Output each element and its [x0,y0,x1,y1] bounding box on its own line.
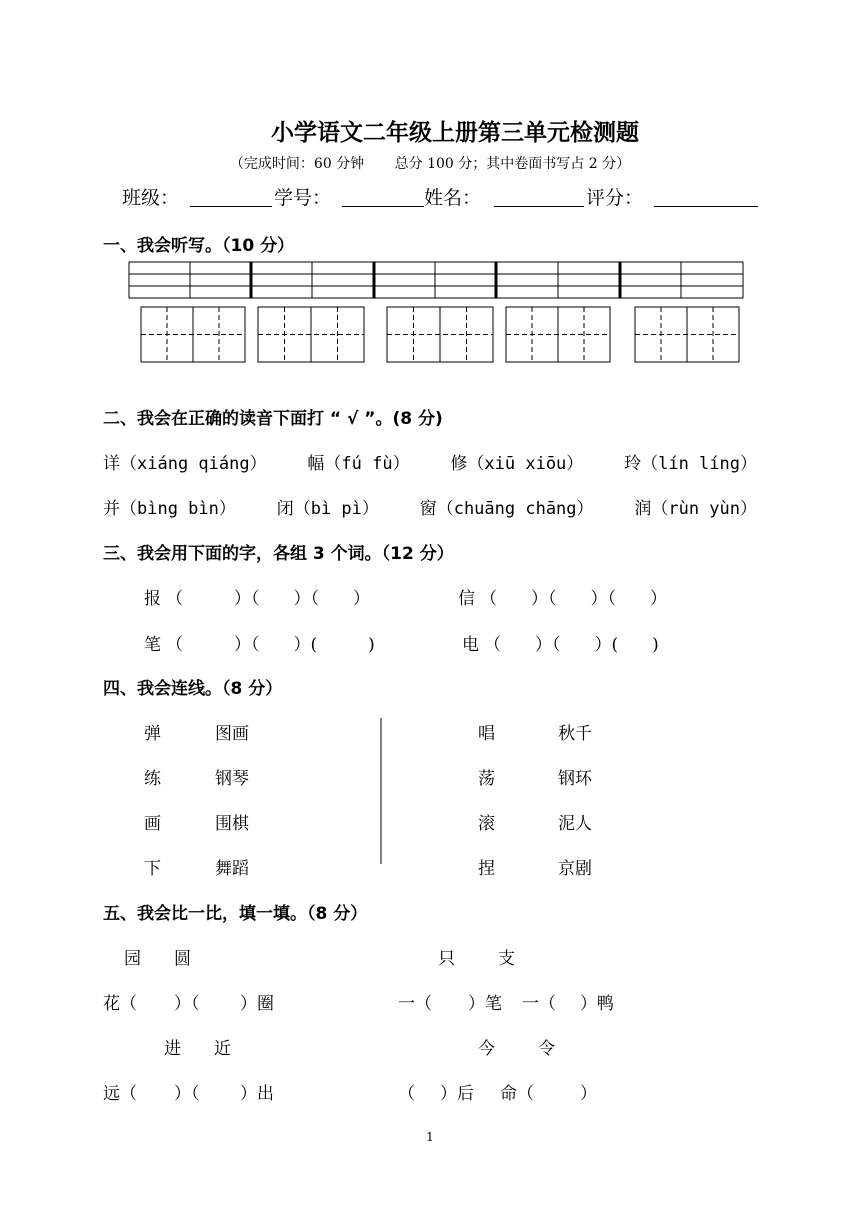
compare-char: 圆 [174,949,191,969]
score-note: 总分 100 分；其中卷面书写占 2 分） [394,156,631,172]
char-box-pair-5 [635,307,739,362]
match-right-char[interactable]: 荡 [478,769,495,789]
match-left-word[interactable]: 图画 [215,724,249,744]
name-label: 姓名： [424,187,482,209]
fill-text: （ [398,1084,415,1104]
character-boxes[interactable] [141,307,739,362]
compare-char: 进 [164,1039,181,1059]
word-blanks[interactable]: （ ）（ ）（ ） [480,589,667,609]
pinyin-item[interactable]: 窗（chuāng chāng） [419,499,594,519]
section-2-heading: 二、我会在正确的读音下面打 “ √ ”。(8 分) [103,409,443,429]
match-right-word[interactable]: 京剧 [558,859,592,879]
pinyin-row-1 [103,449,757,474]
pinyin-item[interactable]: 并（bìng bìn） [103,499,236,519]
pinyin-item[interactable]: 幅（fú fù） [307,454,410,474]
section-4-heading: 四、我会连线。（8 分） [103,679,283,699]
char-box-pair-1 [141,307,245,362]
word-blanks[interactable]: （ ）（ ）（ ） [166,589,370,609]
fill-text: ）（ [174,1084,200,1104]
match-right-char[interactable]: 捏 [478,859,495,879]
word-char: 报 [144,589,161,609]
pinyin-grid[interactable] [129,262,743,298]
fill-text: 远（ [103,1084,137,1104]
match-right-word[interactable]: 泥人 [558,814,592,834]
page-number: 1 [426,1130,434,1144]
fill-text: ）鸭 [580,994,614,1014]
match-left-char[interactable]: 弹 [144,724,161,744]
time-note: （完成时间：60 分钟 [229,156,365,172]
pinyin-row-2 [103,494,757,519]
match-left-word[interactable]: 钢琴 [215,769,249,789]
char-box-pair-2 [258,307,364,362]
compare-char: 只 [438,949,455,969]
match-left-char[interactable]: 下 [144,859,161,879]
fill-text: 命（ [500,1084,534,1104]
compare-char: 令 [538,1039,555,1059]
word-char: 电 [462,635,479,655]
fill-text: ）后 [440,1084,474,1104]
pinyin-item[interactable]: 闭（bì pì） [276,499,379,519]
pinyin-item[interactable]: 详（xiáng qiáng） [103,454,267,474]
fill-text: ）圈 [240,994,274,1014]
match-right-char[interactable]: 唱 [478,724,495,744]
pinyin-item[interactable]: 修（xiū xiōu） [450,454,584,474]
compare-char: 支 [498,949,515,969]
char-box-pair-3 [387,307,493,362]
fill-text: 花（ [103,994,137,1014]
fill-text: ）笔 [468,994,502,1014]
pinyin-item[interactable]: 润（rùn yùn） [634,499,757,519]
number-label: 学号： [274,187,332,209]
char-box-pair-4 [506,307,610,362]
fill-text: ）出 [240,1084,274,1104]
match-left-word[interactable]: 围棋 [215,814,249,834]
section-5-heading: 五、我会比一比，填一填。（8 分） [103,904,368,924]
match-left-char[interactable]: 画 [144,814,161,834]
fill-text: ） [580,1084,597,1104]
word-char: 信 [458,589,475,609]
match-right-char[interactable]: 滚 [478,814,495,834]
match-right-word[interactable]: 秋千 [558,724,592,744]
match-left-char[interactable]: 练 [144,769,161,789]
compare-char: 近 [214,1039,231,1059]
compare-char: 今 [478,1039,495,1059]
word-blanks[interactable]: （ ）（ ）( ) [484,635,659,655]
compare-char: 园 [124,949,141,969]
word-char: 笔 [144,635,161,655]
fill-text: 一（ [522,994,556,1014]
class-label: 班级： [122,187,180,209]
fill-text: 一（ [398,994,432,1014]
pinyin-item[interactable]: 玲（lín líng） [624,454,757,474]
fill-text: ）（ [174,994,200,1014]
word-blanks[interactable]: （ ）（ ）( ) [166,635,375,655]
match-left-word[interactable]: 舞蹈 [215,859,249,879]
match-right-word[interactable]: 钢环 [558,769,592,789]
score-label: 评分： [586,187,644,209]
section-1-heading: 一、我会听写。（10 分） [103,236,295,256]
section-3-heading: 三、我会用下面的字，各组 3 个词。（12 分） [103,544,454,564]
page-title: 小学语文二年级上册第三单元检测题 [271,120,639,146]
